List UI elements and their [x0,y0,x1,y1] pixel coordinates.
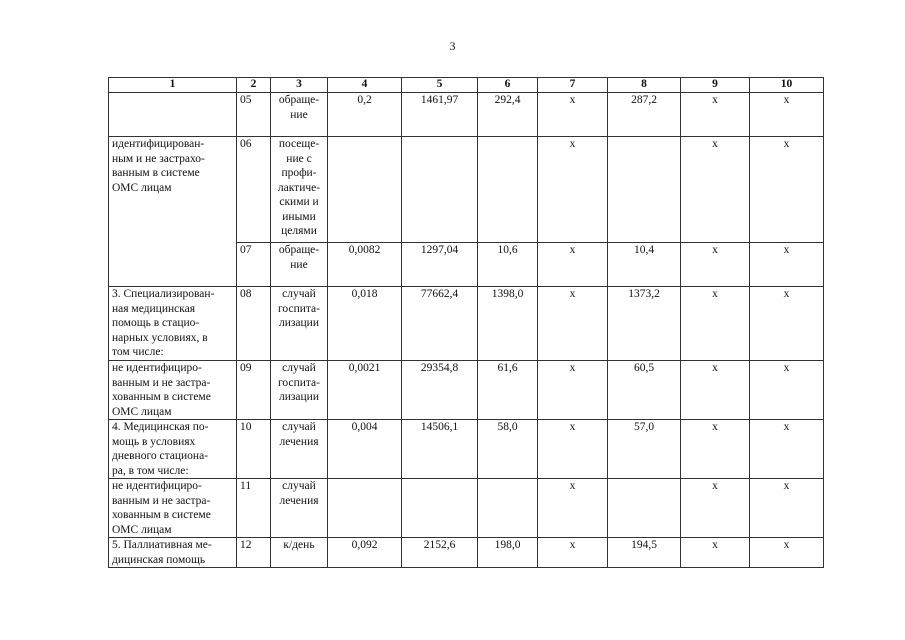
row-code-cell: 05 [237,93,271,137]
value-cell-4: 0,0021 [328,361,402,420]
value-cell-4: 0,004 [328,420,402,479]
value-cell-4: 0,092 [328,538,402,568]
value-cell-6: 1398,0 [478,287,538,361]
value-cell-5: 1461,97 [402,93,478,137]
table-row [109,93,824,137]
value-cell-6 [478,137,538,243]
value-cell-8: 60,5 [608,361,681,420]
table-row [109,420,824,479]
unit-cell: случай лечения [271,420,328,479]
row-name-cell: 4. Медицинская по- мощь в условиях дневного стациона- ра, в том числе: [109,420,237,479]
table-row [109,287,824,361]
value-cell-9: х [681,243,750,287]
value-cell-10: х [750,361,824,420]
value-cell-10: х [750,93,824,137]
value-cell-6: 198,0 [478,538,538,568]
value-cell-6 [478,479,538,538]
indicators-table [108,77,824,568]
header-row [109,78,824,93]
col-header-7: 7 [538,78,608,93]
page-number: 3 [449,39,456,53]
value-cell-7: х [538,243,608,287]
value-cell-4: 0,0082 [328,243,402,287]
col-header-6: 6 [478,78,538,93]
value-cell-8: 287,2 [608,93,681,137]
value-cell-9: х [681,479,750,538]
value-cell-7: х [538,287,608,361]
value-cell-5: 29354,8 [402,361,478,420]
row-code-cell: 07 [237,243,271,287]
value-cell-4: 0,2 [328,93,402,137]
value-cell-6: 10,6 [478,243,538,287]
value-cell-4 [328,137,402,243]
row-code-cell: 09 [237,361,271,420]
row-code-cell: 11 [237,479,271,538]
row-name-cell: 3. Специализирован- ная медицинская помощь в стацио- нарных условиях, в том числе: [109,287,237,361]
value-cell-8: 10,4 [608,243,681,287]
value-cell-5: 77662,4 [402,287,478,361]
row-name-cell: 5. Паллиативная ме- дицинская помощь [109,538,237,568]
value-cell-5 [402,479,478,538]
col-header-1: 1 [109,78,237,93]
value-cell-6: 61,6 [478,361,538,420]
row-name-cell: идентифицирован- ным и не застрахо- ванным в системе ОМС лицам [109,137,237,287]
value-cell-10: х [750,287,824,361]
col-header-5: 5 [402,78,478,93]
value-cell-8 [608,479,681,538]
value-cell-9: х [681,420,750,479]
row-code-cell: 06 [237,137,271,243]
value-cell-6: 58,0 [478,420,538,479]
value-cell-8: 1373,2 [608,287,681,361]
value-cell-7: х [538,137,608,243]
table-row [109,361,824,420]
unit-cell: обраще- ние [271,243,328,287]
value-cell-7: х [538,420,608,479]
value-cell-10: х [750,479,824,538]
col-header-3: 3 [271,78,328,93]
value-cell-8: 194,5 [608,538,681,568]
value-cell-5: 2152,6 [402,538,478,568]
value-cell-9: х [681,361,750,420]
value-cell-5 [402,137,478,243]
value-cell-8: 57,0 [608,420,681,479]
value-cell-7: х [538,538,608,568]
value-cell-7: х [538,361,608,420]
row-name-cell [109,93,237,137]
value-cell-6: 292,4 [478,93,538,137]
value-cell-10: х [750,137,824,243]
col-header-10: 10 [750,78,824,93]
value-cell-4 [328,479,402,538]
value-cell-9: х [681,137,750,243]
row-code-cell: 12 [237,538,271,568]
unit-cell: посеще- ние с профи- лактиче- скими и иными целями [271,137,328,243]
unit-cell: случай госпита- лизации [271,361,328,420]
value-cell-10: х [750,420,824,479]
row-name-cell: не идентифициро- ванным и не застра- хованным в системе ОМС лицам [109,479,237,538]
unit-cell: к/день [271,538,328,568]
value-cell-5: 14506,1 [402,420,478,479]
value-cell-9: х [681,538,750,568]
table-row [109,479,824,538]
value-cell-9: х [681,287,750,361]
value-cell-5: 1297,04 [402,243,478,287]
col-header-2: 2 [237,78,271,93]
unit-cell: случай лечения [271,479,328,538]
table-row [109,538,824,568]
row-code-cell: 10 [237,420,271,479]
value-cell-7: х [538,479,608,538]
col-header-8: 8 [608,78,681,93]
unit-cell: случай госпита- лизации [271,287,328,361]
value-cell-4: 0,018 [328,287,402,361]
value-cell-7: х [538,93,608,137]
col-header-9: 9 [681,78,750,93]
unit-cell: обраще- ние [271,93,328,137]
value-cell-10: х [750,538,824,568]
row-name-cell: не идентифициро- ванным и не застра- хованным в системе ОМС лицам [109,361,237,420]
value-cell-8 [608,137,681,243]
value-cell-10: х [750,243,824,287]
col-header-4: 4 [328,78,402,93]
row-code-cell: 08 [237,287,271,361]
value-cell-9: х [681,93,750,137]
table-row [109,137,824,243]
